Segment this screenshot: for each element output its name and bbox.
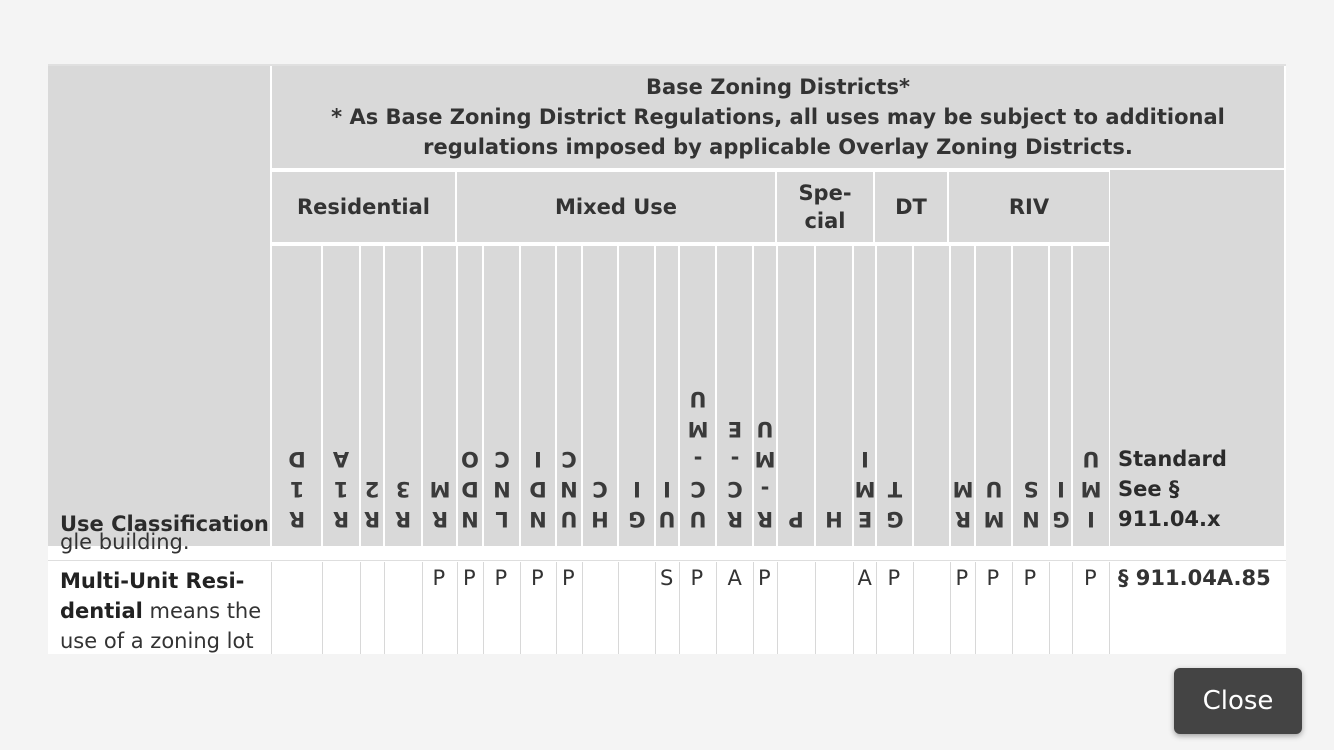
column-divider [618,562,619,654]
column-divider [853,562,854,654]
column-code: R 3 [394,477,412,531]
previous-row-fragment [48,530,1286,561]
column-header [680,246,715,546]
column-code: R - M U [754,417,776,531]
use-cell-multi-unit-residential [60,566,265,654]
use-classification-label: Use Classification [60,512,269,536]
column-divider [457,562,458,654]
column-header [557,246,581,546]
group-special-label: Spe-cial [798,181,852,233]
column-code: E M I [854,447,875,531]
column-divider [556,562,557,654]
column-code: P [788,507,804,531]
column-code: G I [627,477,646,531]
permission-cell: S [660,566,674,590]
column-header [754,246,776,546]
column-divider [483,562,484,654]
column-code: U N C [560,447,578,531]
column-divider [520,562,521,654]
column-header [583,246,617,546]
column-divider [1012,562,1013,654]
column-divider [322,562,323,654]
zoning-table [48,64,1286,654]
permission-cell: P [562,566,575,590]
permission-cell: P [494,566,508,590]
column-header [619,246,654,546]
column-code: N S [1021,477,1040,531]
permission-cell: P [758,566,771,590]
close-button[interactable]: Close [1174,668,1302,734]
group-mixed-use: Mixed Use [457,172,775,242]
base-zoning-header [272,66,1284,168]
permission-cell: A [727,566,742,590]
previous-row-text: gle building. [60,530,190,554]
permission-cell: P [986,566,1000,590]
column-header [458,246,482,546]
column-code: R M [429,477,450,531]
column-divider [876,562,877,654]
column-code: H C [591,477,609,531]
use-description: means the use of a zoning lot [60,599,262,653]
column-divider [679,562,680,654]
column-header [423,246,456,546]
column-divider [271,562,272,654]
column-header [816,246,852,546]
column-header [877,246,912,546]
standard-header [1110,170,1284,546]
group-dt: DT [875,172,947,242]
column-divider [815,562,816,654]
column-header [951,246,974,546]
column-header [272,246,321,546]
column-code: I M U [1080,447,1102,531]
permission-cell: P [690,566,704,590]
column-divider [950,562,951,654]
column-header [521,246,555,546]
column-code: R M [952,477,973,531]
standard-cell: § 911.04A.85 [1118,566,1271,590]
column-divider [360,562,361,654]
column-divider [777,562,778,654]
column-divider [716,562,717,654]
column-code: U I [658,477,676,531]
standard-label: Standard [1118,447,1227,471]
column-divider [1109,562,1110,654]
column-divider [913,562,914,654]
column-header [1050,246,1071,546]
use-classification-header [48,66,270,546]
column-divider [1072,562,1073,654]
column-header [914,246,949,546]
permission-cell: P [1023,566,1037,590]
column-code: H [825,507,843,531]
column-code: N D I [529,447,547,531]
column-header [1073,246,1109,546]
permission-cell: P [955,566,969,590]
base-zoning-title: Base Zoning Districts* [645,75,911,99]
column-header [854,246,875,546]
column-header [1013,246,1048,546]
column-header [778,246,814,546]
column-code: R 2 [363,477,381,531]
permission-cell: P [432,566,446,590]
group-special [777,172,873,242]
column-code: U C - M U [687,387,708,531]
permission-cell: P [887,566,901,590]
use-term: Multi-Unit Resi-dential [60,569,245,623]
column-header [385,246,421,546]
base-zoning-note: * As Base Zoning District Regulations, all uses may be subject to additional regulations imposed by applicable Overlay Zoning Districts. [331,105,1225,159]
column-divider [422,562,423,654]
column-header [976,246,1011,546]
group-riv: RIV [949,172,1109,242]
column-code: L N C [492,447,511,531]
column-header [484,246,519,546]
column-code: R 1 A [332,447,350,531]
permission-cell: P [463,566,476,590]
column-divider [582,562,583,654]
permission-cell: P [531,566,544,590]
column-divider [384,562,385,654]
column-code: G T [885,477,904,531]
column-divider [753,562,754,654]
standard-ref-label: See § 911.04.x [1118,477,1221,531]
column-header [656,246,678,546]
column-code: N D O [461,447,479,531]
column-divider [655,562,656,654]
column-code: G I [1051,477,1070,531]
column-header [361,246,383,546]
column-divider [975,562,976,654]
permission-cell: P [1084,566,1097,590]
column-header [717,246,752,546]
column-header [323,246,359,546]
permission-cell: A [857,566,872,590]
group-residential: Residential [272,172,455,242]
column-divider [1049,562,1050,654]
column-code: M U [983,477,1004,531]
column-code: R C - E [726,417,743,531]
column-code: R 1 D [287,447,306,531]
